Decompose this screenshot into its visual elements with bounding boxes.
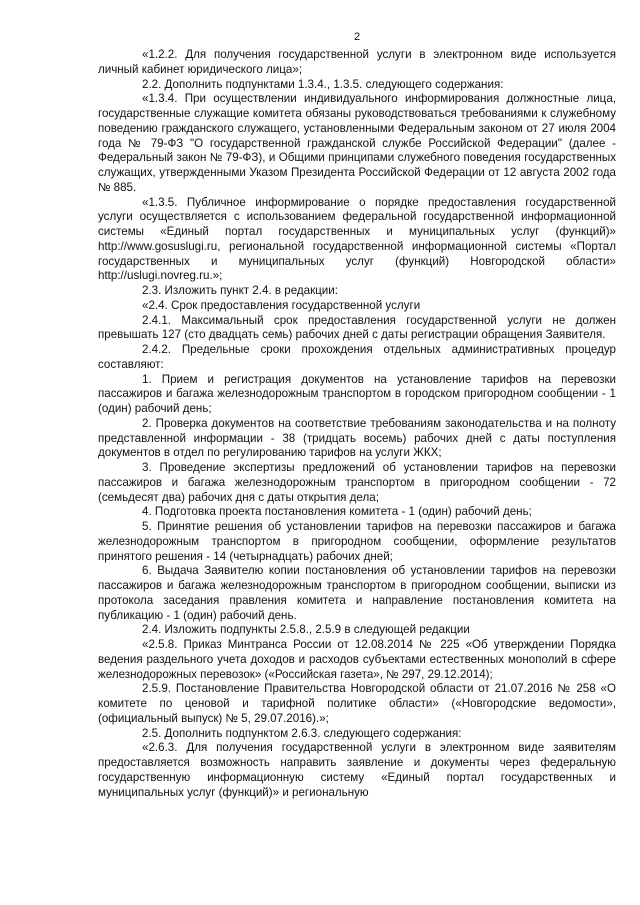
paragraph-2-6-3: «2.6.3. Для получения государственной услуги в электронном виде заявителям предоставляется возможность направить заявление и документы через федеральную государственную информационную систему «Единый портал государственных и муниципальных услуг (функций)» и региональную — [98, 741, 616, 799]
page-number: 2 — [353, 31, 361, 43]
paragraph-1-3-5: «1.3.5. Публичное информирование о порядке предоставления государственной услуги осуществляется с использованием федеральной государственной информационной системы «Единый портал государственных и муниципальных услуг (функций)» http://www.gosuslugi.ru, региональной государственной информационной системы «Портал государственных и муниципальных услуг (функций) Новгородской области» http://uslugi.novreg.ru.»; — [98, 195, 616, 283]
paragraph-2-4-amend: 2.4. Изложить подпункты 2.5.8., 2.5.9 в следующей редакции — [142, 623, 470, 637]
paragraph-2-4-2: 2.4.2. Предельные сроки прохождения отдельных административных процедур составляют: — [98, 343, 616, 371]
paragraph-1-3-4: «1.3.4. При осуществлении индивидуального информирования должностные лица, государственные служащие комитета обязаны руководствоваться требованиями к служебному поведению гражданского служащего, установленными Федеральным законом от 27 июля 2004 года № 79-ФЗ "О государственной гражданской службе Российской Федерации" (далее - Федеральный закон № 79-ФЗ), и Общими принципами служебного поведения государственных служащих, утвержденными Указом Президента Российской Федерации от 12 августа 2002 года № 885. — [98, 92, 616, 194]
paragraph-2-4-heading: «2.4. Срок предоставления государственной услуги — [142, 298, 421, 312]
paragraph-1-2-2: «1.2.2. Для получения государственной услуги в электронном виде используется личный кабинет юридического лица»; — [98, 48, 616, 76]
paragraph-2-5: 2.5. Дополнить подпунктом 2.6.3. следующего содержания: — [142, 726, 462, 740]
paragraph-2-2: 2.2. Дополнить подпунктами 1.3.4., 1.3.5. следующего содержания: — [142, 77, 504, 91]
document-body — [98, 48, 616, 800]
list-item-2: 2. Проверка документов на соответствие требованиям законодательства и на полноту представленной информации - 38 (тридцать восемь) рабочих дней с даты поступления документов в отдел по регулированию тарифов на услуги ЖКХ; — [98, 416, 616, 460]
list-item-5: 5. Принятие решения об установлении тарифов на перевозки пассажиров и багажа железнодорожным транспортом в пригородном сообщении, оформление результатов принятого решения - 14 (четырнадцать) рабочих дней; — [98, 520, 616, 563]
list-item-3: 3. Проведение экспертизы предложений об установлении тарифов на перевозки пассажиров и багажа железнодорожным транспортом в пригородном сообщении - 72 (семьдесят два) рабочих дня с даты открытия дела; — [98, 461, 616, 504]
list-item-6: 6. Выдача Заявителю копии постановления об установлении тарифов на перевозки пассажиров и багажа железнодорожным транспортом в пригородном сообщении, выписки из протокола заседания правления комитета и направление постановления комитета на публикацию - 1 (один) рабочий день. — [98, 564, 616, 622]
list-item-1: 1. Прием и регистрация документов на установление тарифов на перевозки пассажиров и багажа железнодорожным транспортом в городском пригородном сообщении - 1 (один) рабочий день; — [98, 372, 616, 415]
paragraph-2-5-8: «2.5.8. Приказ Минтранса России от 12.08.2014 № 225 «Об утверждении Порядка ведения раздельного учета доходов и расходов субъектами естественных монополий в сфере железнодорожных перевозок» («Российская газета», № 297, 29.12.2014); — [98, 638, 616, 681]
list-item-4: 4. Подготовка проекта постановления комитета - 1 (один) рабочий день; — [142, 505, 532, 519]
paragraph-2-5-9: 2.5.9. Постановление Правительства Новгородской области от 21.07.2016 № 258 «О комитете по ценовой и тарифной политике области» («Новгородские ведомости», (официальный выпуск) № 5, 29.07.2016).»; — [98, 682, 616, 725]
paragraph-2-3: 2.3. Изложить пункт 2.4. в редакции: — [142, 284, 338, 297]
paragraph-2-4-1: 2.4.1. Максимальный срок предоставления государственной услуги не должен превышать 127 (сто двадцать семь) рабочих дней с даты регистрации обращения Заявителя. — [98, 313, 616, 342]
